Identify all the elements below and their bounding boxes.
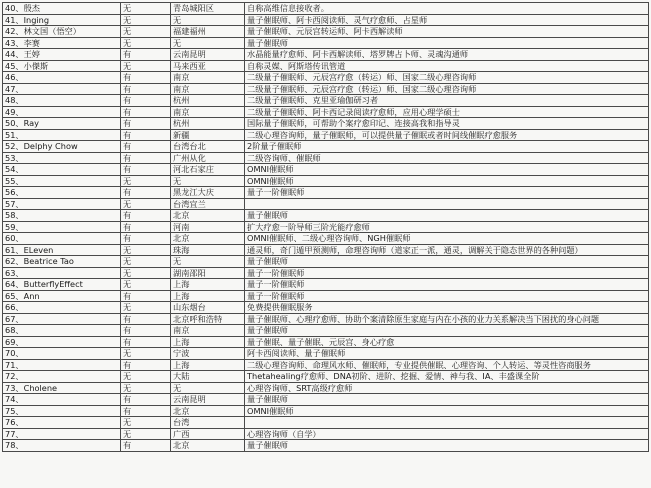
status-cell: 有 <box>121 129 171 141</box>
location-cell: 青岛城阳区 <box>171 3 245 15</box>
location-cell: 北京 <box>171 440 245 452</box>
status-cell: 有 <box>121 233 171 245</box>
status-cell: 无 <box>121 279 171 291</box>
location-cell: 马来西亚 <box>171 60 245 72</box>
table-row <box>3 302 649 314</box>
location-cell: 宁波 <box>171 348 245 360</box>
status-cell: 无 <box>121 3 171 15</box>
name-cell: 63、 <box>3 267 121 279</box>
location-cell: 新疆 <box>171 129 245 141</box>
status-cell: 有 <box>121 95 171 107</box>
description-cell: 量子一阶催眠师 <box>245 290 649 302</box>
table-row <box>3 26 649 38</box>
status-cell: 无 <box>121 348 171 360</box>
name-cell: 71、 <box>3 359 121 371</box>
status-cell: 无 <box>121 428 171 440</box>
table-row <box>3 152 649 164</box>
name-cell: 66、 <box>3 302 121 314</box>
status-cell: 有 <box>121 221 171 233</box>
description-cell: 量子一阶催眠师 <box>245 267 649 279</box>
location-cell: 南京 <box>171 106 245 118</box>
table-row <box>3 129 649 141</box>
description-cell: 心理咨询师（自学） <box>245 428 649 440</box>
status-cell: 无 <box>121 37 171 49</box>
location-cell: 上海 <box>171 290 245 302</box>
table-row <box>3 3 649 15</box>
description-cell: OMNI催眠师 <box>245 164 649 176</box>
name-cell: 67、 <box>3 313 121 325</box>
table-row <box>3 394 649 406</box>
location-cell: 台湾台北 <box>171 141 245 153</box>
location-cell: 南京 <box>171 325 245 337</box>
table-row <box>3 210 649 222</box>
status-cell: 有 <box>121 313 171 325</box>
table-row <box>3 233 649 245</box>
table-row <box>3 371 649 383</box>
name-cell: 57、 <box>3 198 121 210</box>
location-cell: 台湾宜兰 <box>171 198 245 210</box>
name-cell: 52、Delphy Chow <box>3 141 121 153</box>
description-cell: 二级量子催眠师、元辰宫疗愈（转运）师、国家二级心理咨询师 <box>245 83 649 95</box>
status-cell: 无 <box>121 14 171 26</box>
location-cell: 无 <box>171 37 245 49</box>
location-cell: 北京呼和浩特 <box>171 313 245 325</box>
status-cell: 无 <box>121 417 171 429</box>
status-cell: 有 <box>121 49 171 61</box>
location-cell: 河北石家庄 <box>171 164 245 176</box>
name-cell: 64、ButterflyEffect <box>3 279 121 291</box>
status-cell: 有 <box>121 187 171 199</box>
status-cell: 有 <box>121 394 171 406</box>
name-cell: 47、 <box>3 83 121 95</box>
location-cell: 无 <box>171 256 245 268</box>
table-row <box>3 175 649 187</box>
status-cell: 有 <box>121 440 171 452</box>
status-cell: 无 <box>121 302 171 314</box>
name-cell: 55、 <box>3 175 121 187</box>
table-row <box>3 359 649 371</box>
location-cell: 无 <box>171 175 245 187</box>
status-cell: 无 <box>121 256 171 268</box>
table-row <box>3 14 649 26</box>
location-cell: 北京 <box>171 210 245 222</box>
name-cell: 73、Cholene <box>3 382 121 394</box>
description-cell: 二级量子催眠师、克里亚瑜伽研习者 <box>245 95 649 107</box>
description-cell: 二级心理咨询师、命理风水师、催眠师，专业提供催眠、心理咨询、个人转运、等灵性咨商服务 <box>245 359 649 371</box>
location-cell: 云南昆明 <box>171 394 245 406</box>
table-row <box>3 382 649 394</box>
status-cell: 无 <box>121 60 171 72</box>
status-cell: 无 <box>121 26 171 38</box>
description-cell: 水晶能量疗愈师、阿卡西解读师、塔罗牌占卜师、灵魂沟通师 <box>245 49 649 61</box>
status-cell: 有 <box>121 72 171 84</box>
table-row <box>3 187 649 199</box>
location-cell: 南京 <box>171 72 245 84</box>
location-cell: 云南昆明 <box>171 49 245 61</box>
location-cell: 上海 <box>171 336 245 348</box>
location-cell: 杭州 <box>171 118 245 130</box>
practitioner-table <box>2 2 649 452</box>
location-cell: 黑龙江大庆 <box>171 187 245 199</box>
name-cell: 61、ELeven <box>3 244 121 256</box>
description-cell: 国际量子催眠师，可帮助个案疗愈印记、连接高我和指导灵 <box>245 118 649 130</box>
name-cell: 78、 <box>3 440 121 452</box>
location-cell: 台湾 <box>171 417 245 429</box>
status-cell: 有 <box>121 210 171 222</box>
table-row <box>3 83 649 95</box>
description-cell: OMNI催眠师、二级心理咨询师、NGH催眠师 <box>245 233 649 245</box>
table-row <box>3 313 649 325</box>
name-cell: 69、 <box>3 336 121 348</box>
status-cell: 有 <box>121 405 171 417</box>
status-cell: 有 <box>121 290 171 302</box>
table-row <box>3 325 649 337</box>
description-cell: 阿卡西阅读师、量子催眠师 <box>245 348 649 360</box>
table-row <box>3 336 649 348</box>
name-cell: 77、 <box>3 428 121 440</box>
status-cell: 无 <box>121 267 171 279</box>
name-cell: 65、Ann <box>3 290 121 302</box>
description-cell: 量子催眠师、心理疗愈师、协助个案清除原生家庭与内在小孩的业力关系解决当下困扰的身心问题 <box>245 313 649 325</box>
description-cell: 量子催眠师 <box>245 394 649 406</box>
status-cell: 有 <box>121 164 171 176</box>
table-row <box>3 417 649 429</box>
location-cell: 上海 <box>171 359 245 371</box>
name-cell: 62、Beatrice Tao <box>3 256 121 268</box>
name-cell: 68、 <box>3 325 121 337</box>
description-cell: 自称灵媒、阿斯塔传讯管道 <box>245 60 649 72</box>
name-cell: 42、林文国（悟空） <box>3 26 121 38</box>
description-cell: 量子催眠师 <box>245 256 649 268</box>
name-cell: 54、 <box>3 164 121 176</box>
status-cell: 无 <box>121 371 171 383</box>
description-cell: 量子催眠、量子催眠、元辰宫、身心疗愈 <box>245 336 649 348</box>
table-row <box>3 428 649 440</box>
status-cell: 有 <box>121 83 171 95</box>
name-cell: 50、Ray <box>3 118 121 130</box>
description-cell: 扩大疗愈一阶导师三阶光能疗愈师 <box>245 221 649 233</box>
status-cell: 有 <box>121 152 171 164</box>
description-cell: 量子催眠师 <box>245 37 649 49</box>
name-cell: 49、 <box>3 106 121 118</box>
table-row <box>3 141 649 153</box>
name-cell: 72、 <box>3 371 121 383</box>
location-cell: 北京 <box>171 405 245 417</box>
name-cell: 46、 <box>3 72 121 84</box>
location-cell: 湖南邵阳 <box>171 267 245 279</box>
name-cell: 75、 <box>3 405 121 417</box>
description-cell: 量子催眠师 <box>245 210 649 222</box>
table-row <box>3 49 649 61</box>
status-cell: 无 <box>121 175 171 187</box>
description-cell: 通灵师，奇门遁甲预测师，命理咨询师（道家正一派，通灵，调解关于隐态世界的各种问题） <box>245 244 649 256</box>
name-cell: 44、王婷 <box>3 49 121 61</box>
name-cell: 58、 <box>3 210 121 222</box>
description-cell: 二级心理咨询师，量子催眠师，可以提供量子催眠或者时间线催眠疗愈服务 <box>245 129 649 141</box>
description-cell: 量子催眠师、阿卡西阅读师、灵气疗愈师、占星师 <box>245 14 649 26</box>
table-row <box>3 106 649 118</box>
status-cell: 无 <box>121 382 171 394</box>
name-cell: 59、 <box>3 221 121 233</box>
description-cell: 2阶量子催眠师 <box>245 141 649 153</box>
table-row <box>3 221 649 233</box>
location-cell: 广西 <box>171 428 245 440</box>
table-row <box>3 164 649 176</box>
name-cell: 56、 <box>3 187 121 199</box>
name-cell: 41、Inging <box>3 14 121 26</box>
description-cell: OMNI催眠师 <box>245 405 649 417</box>
status-cell: 有 <box>121 325 171 337</box>
description-cell: 二级咨询师、催眠师 <box>245 152 649 164</box>
description-cell: Thetahealing疗愈师、DNA初阶、进阶、挖掘、爱情、神与我、IA、丰盛课全阶 <box>245 371 649 383</box>
location-cell: 广州从化 <box>171 152 245 164</box>
table-row <box>3 244 649 256</box>
name-cell: 48、 <box>3 95 121 107</box>
name-cell: 51、 <box>3 129 121 141</box>
name-cell: 74、 <box>3 394 121 406</box>
location-cell: 河南 <box>171 221 245 233</box>
table-row <box>3 440 649 452</box>
table-row <box>3 37 649 49</box>
description-cell: 自称高维信息接收者。 <box>245 3 649 15</box>
description-cell: 量子一阶催眠师 <box>245 279 649 291</box>
status-cell: 无 <box>121 244 171 256</box>
location-cell: 大陆 <box>171 371 245 383</box>
table-row <box>3 198 649 210</box>
description-cell: 二级量子催眠师、元辰宫疗愈（转运）师、国家二级心理咨询师 <box>245 72 649 84</box>
table-row <box>3 60 649 72</box>
location-cell: 南京 <box>171 83 245 95</box>
location-cell: 福建福州 <box>171 26 245 38</box>
table-row <box>3 256 649 268</box>
description-cell <box>245 198 649 210</box>
description-cell: 二级量子催眠师、阿卡西记录阅读疗愈师，应用心理学硕士 <box>245 106 649 118</box>
status-cell: 有 <box>121 359 171 371</box>
description-cell: 量子催眠师 <box>245 440 649 452</box>
location-cell: 无 <box>171 14 245 26</box>
description-cell: 量子催眠师 <box>245 325 649 337</box>
description-cell: OMNI催眠师 <box>245 175 649 187</box>
location-cell: 上海 <box>171 279 245 291</box>
description-cell: 量子催眠师、元辰宫转运师、阿卡西解读师 <box>245 26 649 38</box>
name-cell: 40、殷杰 <box>3 3 121 15</box>
description-cell: 免费提供催眠服务 <box>245 302 649 314</box>
status-cell: 有 <box>121 336 171 348</box>
status-cell: 无 <box>121 198 171 210</box>
name-cell: 60、 <box>3 233 121 245</box>
location-cell: 杭州 <box>171 95 245 107</box>
status-cell: 有 <box>121 106 171 118</box>
location-cell: 无 <box>171 382 245 394</box>
name-cell: 70、 <box>3 348 121 360</box>
description-cell: 量子一阶催眠师 <box>245 187 649 199</box>
table-row <box>3 72 649 84</box>
table-row <box>3 118 649 130</box>
name-cell: 76、 <box>3 417 121 429</box>
name-cell: 53、 <box>3 152 121 164</box>
name-cell: 45、小傑斯 <box>3 60 121 72</box>
status-cell: 有 <box>121 141 171 153</box>
table-row <box>3 279 649 291</box>
table-row <box>3 290 649 302</box>
status-cell: 有 <box>121 118 171 130</box>
description-cell: 心理咨询师、SRT高级疗愈师 <box>245 382 649 394</box>
table-row <box>3 95 649 107</box>
name-cell: 43、李赛 <box>3 37 121 49</box>
location-cell: 珠海 <box>171 244 245 256</box>
location-cell: 山东烟台 <box>171 302 245 314</box>
table-row <box>3 267 649 279</box>
description-cell <box>245 417 649 429</box>
table-row <box>3 405 649 417</box>
table-body <box>3 3 649 452</box>
table-row <box>3 348 649 360</box>
location-cell: 北京 <box>171 233 245 245</box>
